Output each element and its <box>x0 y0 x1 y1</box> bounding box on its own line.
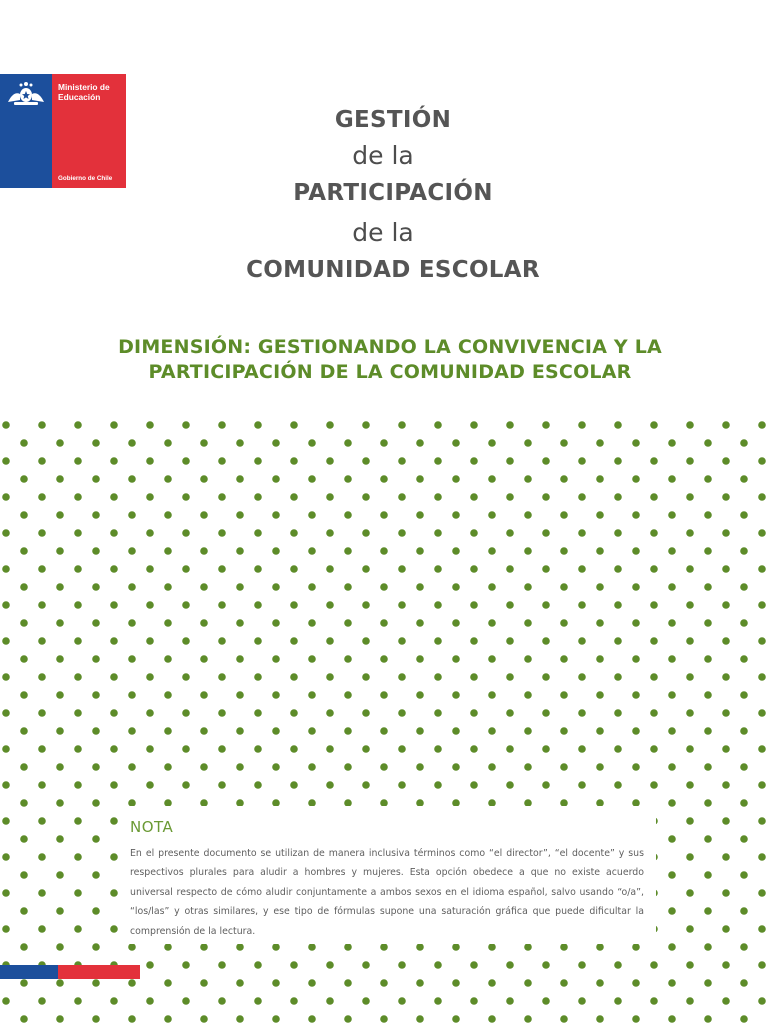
government-name: Gobierno de Chile <box>58 175 113 182</box>
dimension-line-1: DIMENSIÓN: GESTIONANDO LA CONVIVENCIA Y LA <box>118 336 662 358</box>
coat-of-arms-icon <box>4 80 48 110</box>
strip-blue <box>0 965 58 979</box>
title-line-gestion: GESTIÓN <box>334 107 452 133</box>
title-line-participacion: PARTICIPACIÓN <box>293 180 493 206</box>
note-title: NOTA <box>130 818 174 836</box>
strip-red <box>58 965 140 979</box>
title-line-comunidad-escolar: COMUNIDAD ESCOLAR <box>246 257 540 283</box>
note-body: En el presente documento se utilizan de manera inclusiva términos como “el director”, “el docente” y sus respectivos plurales para aludir a hombres y mujeres. Esta opción obedece a que no existe acuerdo universal respecto de cómo aludir conjuntamente a ambos sexos en el idioma español, salvo usando “o/a”, “los/las” y otras similares, y ese tipo de fórmulas supone una saturación gráfica que puede dificultar la comprensión de la lectura. <box>130 848 644 937</box>
dimension-line-2: PARTICIPACIÓN DE LA COMUNIDAD ESCOLAR <box>148 361 632 383</box>
dimension-heading <box>60 335 720 385</box>
ministry-logo <box>0 74 126 188</box>
ministry-name: Ministerio de Educación <box>58 82 110 102</box>
logo-red-panel <box>52 74 126 188</box>
logo-blue-panel <box>0 74 52 188</box>
note-box <box>118 806 656 944</box>
title-line-de-la-1: de la <box>352 141 414 170</box>
title-line-de-la-2: de la <box>352 218 414 247</box>
flag-color-strip <box>0 965 140 979</box>
